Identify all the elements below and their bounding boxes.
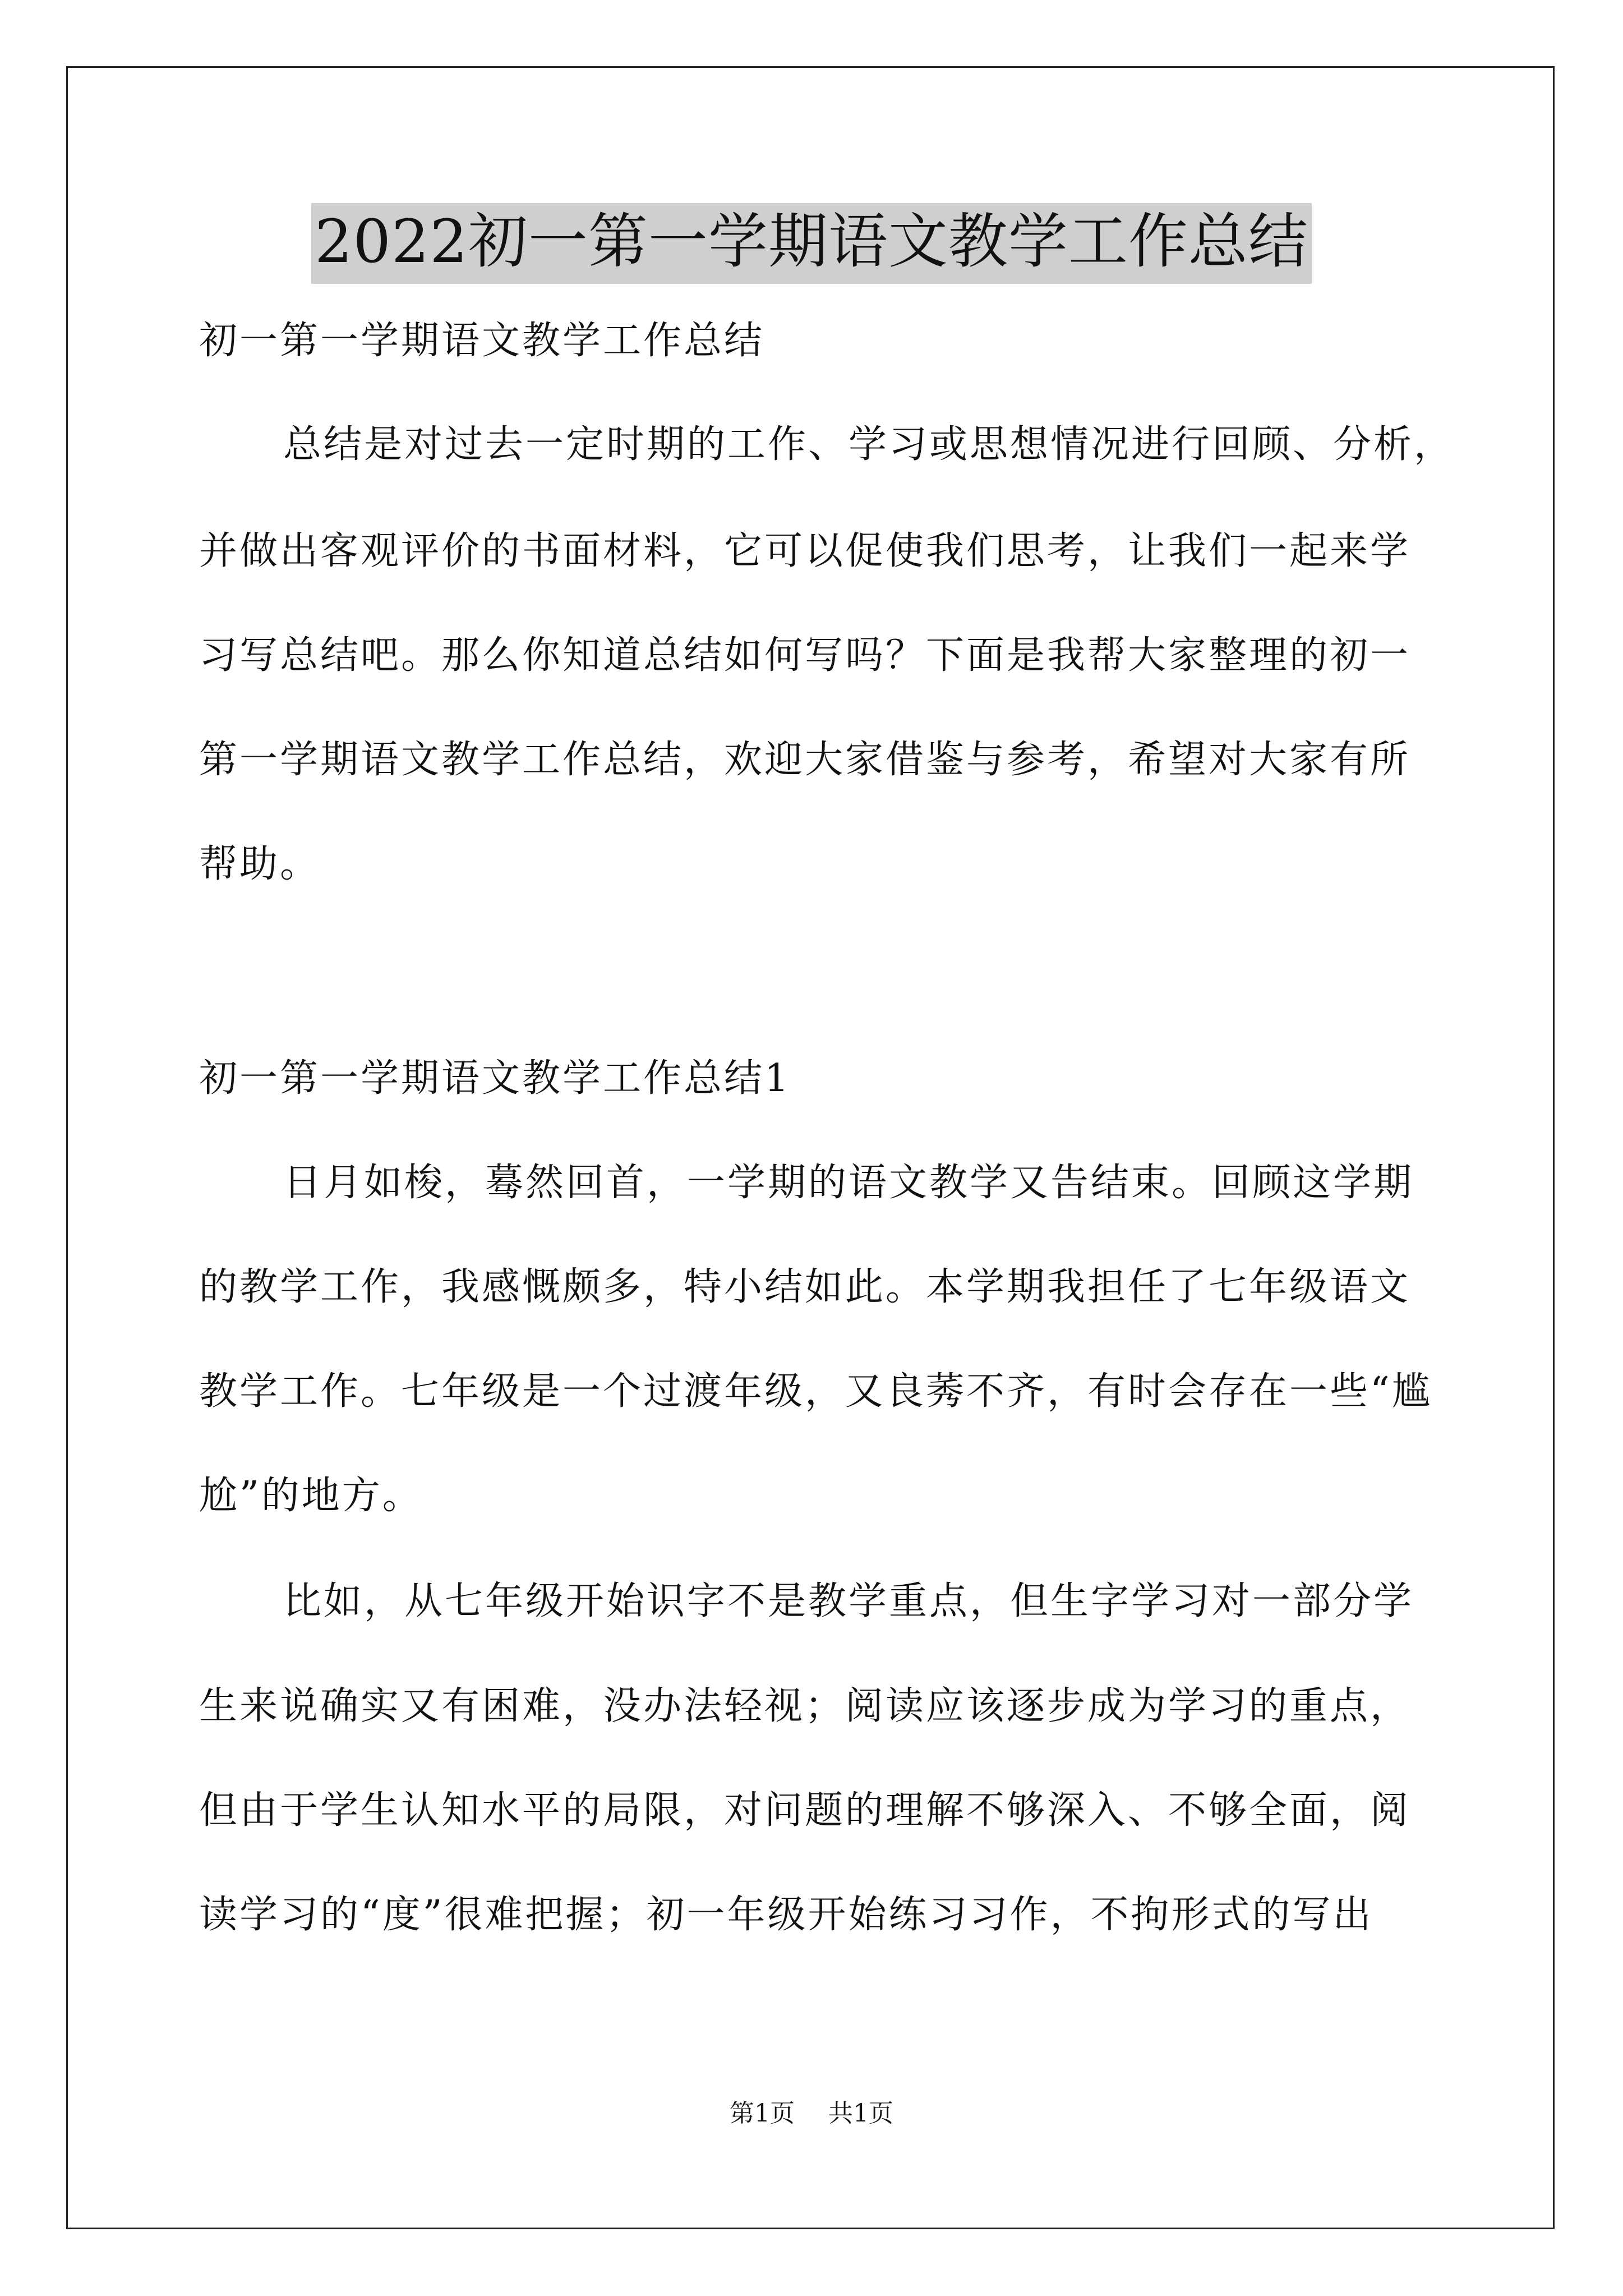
intro-line: 帮助。	[199, 842, 321, 886]
document-subtitle: 初一第一学期语文教学工作总结	[199, 319, 765, 363]
intro-line: 并做出客观评价的书面材料，它可以促使我们思考，让我们一起来学	[199, 529, 1411, 573]
intro-line: 第一学期语文教学工作总结，欢迎大家借鉴与参考，希望对大家有所	[199, 738, 1411, 782]
paragraph-line: 读学习的“度”很难把握；初一年级开始练习习作，不拘形式的写出	[199, 1893, 1373, 1937]
paragraph-line: 但由于学生认知水平的局限，对问题的理解不够深入、不够全面，阅	[199, 1788, 1411, 1833]
section-heading: 初一第一学期语文教学工作总结1	[199, 1056, 791, 1101]
paragraph-line: 的教学工作，我感慨颇多，特小结如此。本学期我担任了七年级语文	[199, 1265, 1411, 1309]
paragraph-line: 比如，从七年级开始识字不是教学重点，但生字学习对一部分学	[283, 1579, 1414, 1623]
title-container	[0, 203, 1623, 284]
document-title: 2022初一第一学期语文教学工作总结	[311, 203, 1312, 284]
page-number: 第1页	[730, 2099, 795, 2128]
paragraph-line: 日月如梭，蓦然回首，一学期的语文教学又告结束。回顾这学期	[283, 1161, 1414, 1205]
intro-line: 习写总结吧。那么你知道总结如何写吗？下面是我帮大家整理的初一	[199, 633, 1411, 678]
paragraph-line: 尬”的地方。	[199, 1474, 423, 1518]
paragraph-line: 教学工作。七年级是一个过渡年级，又良莠不齐，有时会存在一些“尴	[199, 1369, 1432, 1414]
page-total: 共1页	[828, 2099, 893, 2128]
page-footer	[0, 2097, 1623, 2131]
paragraph-line: 生来说确实又有困难，没办法轻视；阅读应该逐步成为学习的重点，	[199, 1684, 1411, 1728]
intro-line: 总结是对过去一定时期的工作、学习或思想情况进行回顾、分析，	[283, 422, 1455, 467]
